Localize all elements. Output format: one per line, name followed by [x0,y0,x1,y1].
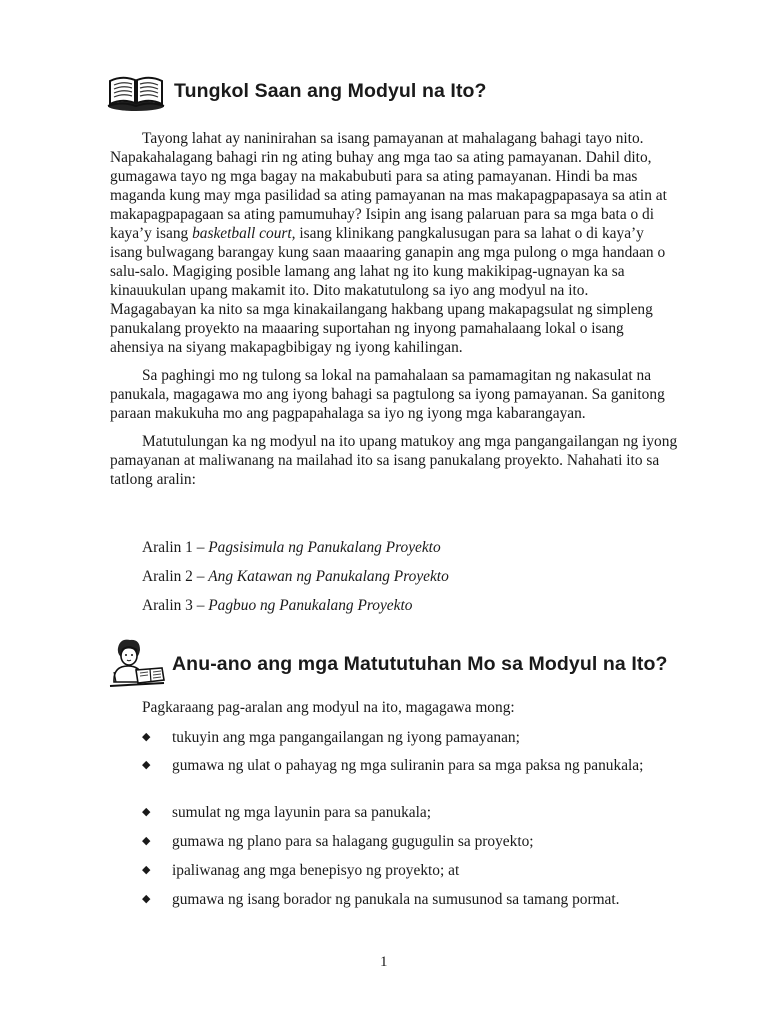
list-item [142,890,662,909]
list-item-text: ipaliwanag ang mga benepisyo ng proyekto; at [172,862,460,879]
paragraph [110,129,678,357]
page-number: 1 [380,954,388,970]
list-item-text: gumawa ng ulat o pahayag ng mga suliranin para sa mga paksa ng panukala; [172,757,644,774]
list-item [142,728,662,747]
lesson-title: Ang Katawan ng Panukalang Proyekto [208,568,449,585]
lesson-item [142,567,449,586]
open-book-icon [106,70,166,112]
section-title: Anu-ano ang mga Matututuhan Mo sa Modyul na Ito? [172,652,668,675]
lesson-label: Aralin 2 – [142,568,209,585]
intro-text [110,129,678,489]
lesson-title: Pagsisimula ng Panukalang Proyekto [208,539,441,556]
list-item-text: tukuyin ang mga pangangailangan ng iyong pamayanan; [172,729,520,746]
section-heading-objectives [106,636,668,692]
objectives-lead: Pagkaraang pag-aralan ang modyul na ito, magagawa mong: [142,699,515,716]
diamond-bullet-icon: ◆ [142,759,151,771]
list-item [142,861,662,880]
list-item-text: gumawa ng plano para sa halagang gugugulin sa proyekto; [172,833,534,850]
text-run: isang klinikang pangkalusugan para sa lahat o di kaya’y isang bulwagang barangay kung saan maaaring ganapin ang mga pulong o mga handaan o salu-salo. Magiging posible lamang ang lahat ng ito kung makikipag-ugnayan ka sa kinauukulan upang makamit ito. Dito makatutulong sa iyo ang modyul na ito. Magagabayan ka nito sa mga kinakailangang hakbang upang makapagsulat ng simpleng panukalang proyekto na maaaring suportahan ng inyong pamahalaang lokal o isang ahensiya na siyang makapagbibigay ng iyong kahilingan. [110,225,666,356]
lesson-item [142,538,441,557]
emphasis-text: basketball court, [192,225,296,242]
list-item [142,832,662,851]
diamond-bullet-icon: ◆ [142,835,151,847]
diamond-bullet-icon: ◆ [142,731,151,743]
lesson-title: Pagbuo ng Panukalang Proyekto [208,597,413,614]
paragraph: Matutulungan ka ng modyul na ito upang matukoy ang mga pangangailangan ng iyong pamayanan at maliwanang na mailahad ito sa isang panukalang proyekto. Nahahati ito sa tatlong aralin: [110,433,678,488]
section-heading-about [106,70,487,112]
section-title: Tungkol Saan ang Modyul na Ito? [174,79,487,102]
list-item-text: sumulat ng mga layunin para sa panukala; [172,804,432,821]
diamond-bullet-icon: ◆ [142,864,151,876]
lesson-label: Aralin 3 – [142,597,209,614]
list-item [142,803,662,822]
list-item-text: gumawa ng isang borador ng panukala na sumusunod sa tamang pormat. [172,891,620,908]
text-run: Tayong lahat ay naninirahan sa isang pamayanan at mahalagang bahagi tayo nito. Napakahalagang bahagi rin ng ating buhay ang mga tao sa ating pamayanan. Dahil dito, gumagawa tayo ng mga bagay na makabubuti para sa ating pamayanan. Hindi ba mas maganda kung may mga pasilidad sa ating pamayanan na mas makapagpapasaya sa atin at makapagpapagaan sa ating pamumuhay? Isipin ang isang palaruan para sa mga bata o di kaya’y isang [110,130,667,242]
lesson-item [142,596,412,615]
diamond-bullet-icon: ◆ [142,806,151,818]
paragraph: Sa paghingi mo ng tulong sa lokal na pamahalaan sa pamamagitan ng nakasulat na panukala, magagawa mo ang iyong bahagi sa pagtulong sa iyong pamayanan. Sa ganitong paraan makukuha mo ang pagpapahalaga sa iyo ng iyong mga kabarangayan. [110,367,665,422]
diamond-bullet-icon: ◆ [142,893,151,905]
list-item [142,756,662,775]
lesson-label: Aralin 1 – [142,539,209,556]
student-reading-icon [106,636,166,692]
